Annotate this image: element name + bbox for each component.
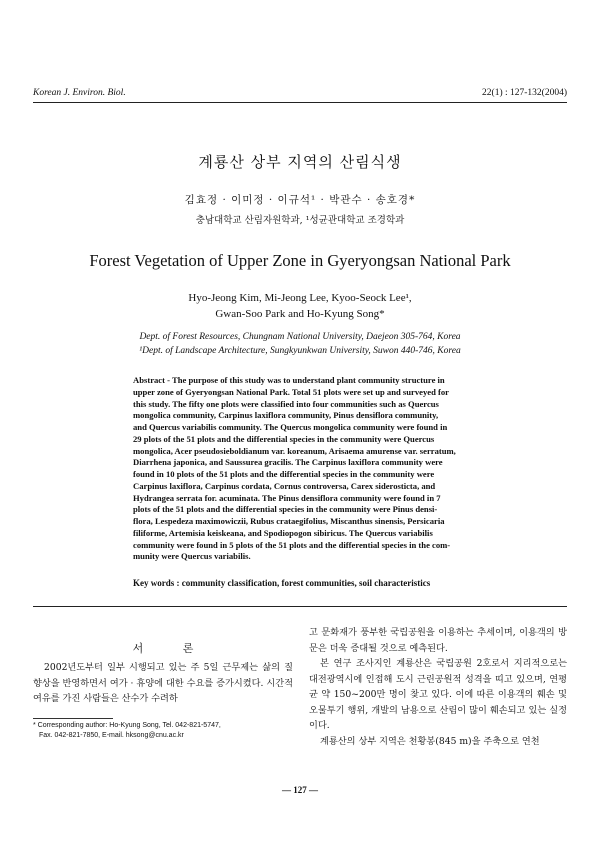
abstract-line: Carpinus laxiflora, Carpinus cordata, Cornus controversa, Carex siderosticta, and — [133, 480, 436, 491]
footnote-line: Fax. 042-821-7850, E-mail. hksong@cnu.ac.kr — [39, 732, 184, 739]
abstract-line: mongolica community, Carpinus laxiflora community, Pinus densiflora community, — [133, 410, 439, 421]
abstract-line: 29 plots of the 51 plots and the differential species in the community were Quercus — [133, 433, 435, 444]
english-affiliation-1: Dept. of Forest Resources, Chungnam National University, Daejeon 305-764, Korea — [139, 332, 461, 342]
english-title: Forest Vegetation of Upper Zone in Gyeryongsan National Park — [89, 251, 511, 270]
footnote-rule — [33, 718, 113, 719]
abstract-line: munity were Quercus variabilis. — [133, 551, 251, 562]
header-rule — [33, 102, 567, 103]
keywords: Key words : community classification, forest communities, soil characteristics — [133, 578, 431, 588]
abstract-line: mongolica, Acer pseudosieboldianum var. koreanum, Arisaema amurense var. serratum, — [133, 445, 456, 456]
abstract-line: found in 10 plots of the 51 plots and the differential species in the community were — [133, 469, 435, 479]
paragraph: 2002년도부터 일부 시행되고 있는 주 5일 근무제는 삶의 질 향상을 반영하면서 여가 · 휴양에 대한 수요를 증가시켰다. 시간적 여유를 가진 사람들은 산수가 수려하 — [33, 662, 293, 704]
abstract-line: community were found in 5 plots of the 51 plots and the differential species in the com- — [133, 539, 451, 550]
abstract-line: and Quercus variabilis community. The Quercus mongolica community were found in — [133, 422, 448, 432]
abstract-line: Hydrangea serrata for. acuminata. The Pinus densiflora community were found in 7 — [133, 492, 441, 503]
paragraph: 계룡산의 상부 지역은 천황봉(845 m)을 주축으로 연천 — [320, 735, 540, 747]
abstract-line: filiforme, Artemisia keiskeana, and Spodiopogon sibiricus. The Quercus variabilis — [133, 527, 433, 538]
abstract-line: this study. The fifty one plots were classified into four communities such as Quercus — [133, 398, 439, 409]
english-affiliation-2: ¹Dept. of Landscape Architecture, Sungkyunkwan University, Suwon 440-746, Korea — [139, 346, 461, 356]
abstract-line: plots of the 51 plots and the differential species in the community were Pinus densi- — [133, 504, 438, 515]
korean-title: 계룡산 상부 지역의 산림식생 — [198, 153, 402, 171]
abstract-line: upper zone of Gyeryongsan National Park. Total 51 plots were set up and surveyed for — [133, 386, 449, 397]
korean-affiliation: 충남대학교 산림자원학과, ¹성균관대학교 조경학과 — [195, 215, 405, 226]
english-authors-line1: Hyo-Jeong Kim, Mi-Jeong Lee, Kyoo-Seock Lee¹, — [188, 292, 412, 304]
korean-authors: 김효정 · 이미정 · 이규석¹ · 박관수 · 송호경* — [184, 194, 416, 206]
journal-name: Korean J. Environ. Biol. — [33, 88, 126, 98]
footnote — [33, 721, 293, 741]
right-column-text — [309, 625, 567, 749]
abstract-line: Abstract - The purpose of this study was to understand plant community structure in — [133, 375, 445, 385]
paragraph: 고 문화재가 풍부한 국립공원을 이용하는 추세이며, 이용객의 방문은 더욱 증대될 것으로 예측된다. — [309, 627, 567, 654]
abstract-line: Diarrhena japonica, and Saussurea gracilis. The Carpinus laxiflora community were — [133, 457, 443, 468]
left-column-text — [33, 660, 293, 707]
journal-citation: 22(1) : 127-132(2004) — [482, 88, 567, 98]
abstract — [133, 375, 471, 563]
paragraph: 본 연구 조사지인 계룡산은 국립공원 2호로서 지리적으로는 대전광역시에 인접해 도시 근린공원적 성격을 띠고 있으며, 연평균 약 150~200만 명이 찾고 있다. 이에 따른 이용객의 훼손 및 오물투기 행위, 개발의 남용으로 산림이 많이 훼손되고 있는 실정이다. — [309, 658, 567, 731]
page-number: — 127 — — [282, 785, 318, 795]
footnote-line: * Corresponding author: Ho-Kyung Song, Tel. 042-821-5747, — [33, 722, 221, 729]
abstract-line: flora, Lespedeza maximowiczii, Rubus crataegifolius, Miscanthus sinensis, Persicaria — [133, 516, 445, 526]
english-authors-line2: Gwan-Soo Park and Ho-Kyung Song* — [215, 308, 385, 320]
section-rule — [33, 606, 567, 607]
section-heading-introduction: 서 론 — [132, 642, 212, 655]
